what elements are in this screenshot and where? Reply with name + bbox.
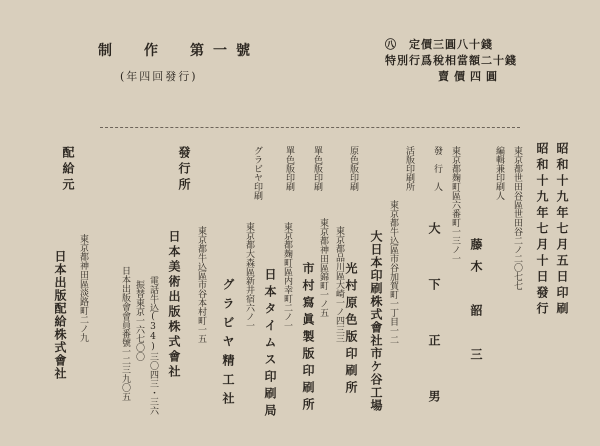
printer-address: 東京都牛込區市谷加賀町一丁目一二: [388, 200, 398, 344]
gravure-printer-address: 東京都大森區新井宿六ノ一: [244, 222, 254, 330]
color-printer-name: 光村原色版印刷所: [344, 262, 358, 398]
mono-printer-role: 單色版印刷: [312, 146, 322, 191]
publisher-person-role: 發 行 人: [432, 146, 442, 191]
gravure-printer-name: グラビヤ精工社: [221, 278, 235, 411]
price-line-3: 賣價四圓: [438, 70, 502, 83]
distributor-label: 配給元: [61, 146, 75, 194]
price-line-1: ㊇ 定價三圓八十錢: [385, 38, 493, 51]
mono-printer-address: 東京都神田區錦町一ノ五: [318, 218, 328, 317]
color-printer-address: 東京都品川區大崎一ノ四三三: [334, 226, 344, 343]
editor-address: 東京都世田谷區世田谷二ノ二〇七七: [512, 146, 522, 290]
mono2-printer-name: 日本タイムス印刷局: [263, 268, 277, 421]
publisher-address: 東京都牛込區市谷本村町一五: [196, 226, 206, 343]
distributor-address: 東京都神田區淡路町二ノ九: [78, 234, 88, 342]
divider-rule: [100, 127, 520, 128]
publisher-phone: 電話牛込(34)三〇四三・三六: [148, 276, 158, 415]
editor-name: 藤木 韶 三: [469, 238, 483, 370]
mono-printer-name: 市村寫眞製版印刷所: [301, 262, 315, 415]
editor-role: 編輯兼印刷人: [494, 146, 504, 200]
mono2-printer-role: 單色版印刷: [284, 146, 294, 191]
mono2-printer-address: 東京都麹町區内幸町二ノ一: [282, 222, 292, 330]
printed-date: 昭和十九年七月五日印刷: [555, 142, 569, 318]
gravure-printer-role: グラビヤ印刷: [252, 146, 262, 200]
edition-note: (年四回發行): [120, 70, 198, 83]
color-printer-role: 原色版印刷: [348, 146, 358, 191]
printer-role: 活版印刷所: [404, 146, 414, 191]
publisher-person-address: 東京都麹町區六番町一三ノ一: [450, 146, 460, 263]
printer-name: 大日本印刷株式會社市ケ谷工場: [369, 230, 383, 412]
publisher-transfer: 振替東京一六七〇〇: [134, 280, 144, 361]
distributor-name: 日本出版配給株式會社: [53, 250, 67, 380]
publisher-label: 發行所: [177, 146, 191, 194]
price-line-2: 特別行爲稅相當額二十錢: [385, 54, 517, 67]
magazine-title: 制 作 第一號: [98, 43, 259, 59]
publisher-member-number: 日本出版會會員番號一二三九〇五: [120, 266, 130, 401]
publisher-person-name: 大 下 正 男: [427, 222, 441, 418]
issued-date: 昭和十九年七月十日發行: [535, 142, 549, 318]
publisher-company-name: 日本美術出版株式會社: [167, 230, 181, 380]
